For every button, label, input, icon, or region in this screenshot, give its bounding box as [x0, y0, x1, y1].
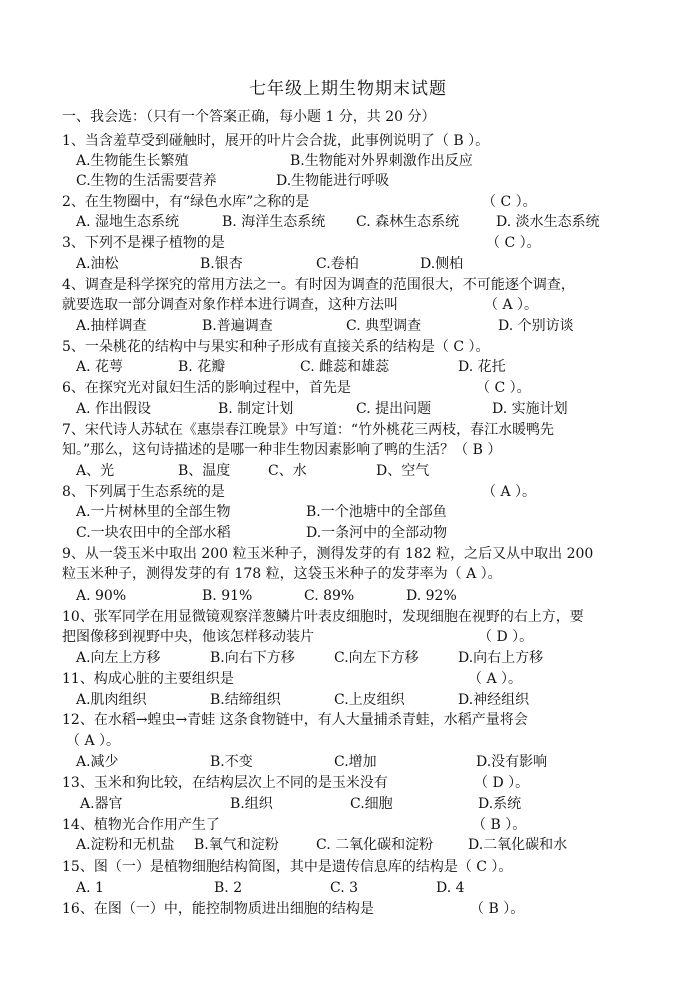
- question-11-option-d: D.神经组织: [458, 692, 530, 708]
- question-1-stem: 1、当含羞草受到碰触时，展开的叶片会合拢，此事例说明了（ B ）。: [62, 133, 490, 149]
- question-9-stem: 9、从一袋玉米中取出 200 粒玉米种子，测得发芽的有 182 粒，之后又从中取出 200: [62, 546, 594, 562]
- question-4-option-d: D. 个别访谈: [498, 318, 574, 334]
- question-12-option-b: B.不变: [210, 754, 253, 770]
- question-6-option-a: A. 作出假设: [76, 401, 152, 417]
- question-12-option-a: A.减少: [76, 754, 119, 770]
- question-12-option-c: C.增加: [334, 754, 377, 770]
- question-11-option-c: C.上皮组织: [334, 692, 405, 708]
- question-15-option-c: C. 3: [330, 880, 359, 896]
- question-7-stem-line-2: 知。”那么，这句诗描述的是哪一种非生物因素影响了鸭的生活？（ B ）: [62, 442, 502, 458]
- question-14-option-d: D.二氧化碳和水: [468, 837, 568, 853]
- question-8-stem: 8、下列属于生态系统的是: [62, 484, 225, 500]
- question-14-option-a: A.淀粉和无机盐: [76, 837, 175, 853]
- question-1-option-c: C.生物的生活需要营养: [76, 173, 217, 189]
- question-16-stem: 16、在图（一）中，能控制物质进出细胞的结构是: [62, 901, 374, 917]
- question-7-option-a: A、光: [76, 463, 115, 479]
- question-13-option-a: A.器官: [80, 796, 123, 812]
- question-13-option-c: C.细胞: [350, 796, 393, 812]
- exam-title: 七年级上期生物期末试题: [249, 79, 447, 99]
- question-15-option-b: B. 2: [214, 880, 243, 896]
- question-13-answer: （ D ）。: [474, 775, 530, 791]
- question-6-option-d: D. 实施计划: [492, 401, 568, 417]
- question-11-option-a: A.肌肉组织: [76, 692, 147, 708]
- question-2-stem: 2、在生物圈中，有“绿色水库”之称的是: [62, 194, 310, 210]
- question-4-answer: （ A ）。: [484, 297, 539, 313]
- question-1-option-a: A.生物能生长繁殖: [76, 153, 189, 169]
- question-6-option-b: B. 制定计划: [218, 401, 294, 417]
- question-2-answer: （ C ）。: [482, 194, 537, 210]
- question-2-option-c: C. 森林生态系统: [356, 214, 460, 230]
- question-10-option-c: C.向左下方移: [334, 650, 419, 666]
- question-13-option-d: D.系统: [478, 796, 522, 812]
- question-11-stem: 11、构成心脏的主要组织是: [62, 671, 234, 687]
- question-4-option-a: A.抽样调查: [76, 318, 147, 334]
- question-8-option-b: B.一个池塘中的全部鱼: [306, 504, 447, 520]
- question-1-option-d: D.生物能进行呼吸: [276, 173, 390, 189]
- question-13-stem: 13、玉米和狗比较，在结构层次上不同的是玉米没有: [62, 775, 388, 791]
- question-5-option-c: C. 雌蕊和雄蕊: [300, 359, 390, 375]
- question-9-option-d: D. 92%: [406, 588, 457, 604]
- question-6-option-c: C. 提出问题: [356, 401, 432, 417]
- question-9-stem-line-2: 粒玉米种子，测得发芽的有 178 粒，这袋玉米种子的发芽率为（ A ）。: [62, 566, 502, 582]
- question-15-stem: 15、图（一）是植物细胞结构简图，其中是遗传信息库的结构是（ C ）。: [62, 859, 513, 875]
- question-4-option-b: B.普遍调查: [202, 318, 273, 334]
- question-7-option-b: B、温度: [178, 463, 231, 479]
- question-10-option-d: D.向右上方移: [458, 650, 544, 666]
- section-heading: 一、我会选：（只有一个答案正确，每小题 1 分，共 20 分）: [62, 109, 436, 125]
- question-4-stem-line-2: 就要选取一部分调查对象作样本进行调查，这种方法叫: [62, 297, 398, 313]
- question-10-stem-line-2: 把图像移到视野中央，他该怎样移动装片: [62, 629, 314, 645]
- question-14-stem: 14、植物光合作用产生了: [62, 817, 220, 833]
- question-8-option-c: C.一块农田中的全部水稻: [76, 525, 231, 541]
- question-4-stem: 4、调查是科学探究的常用方法之一。有时因为调查的范围很大，不可能逐个调查，: [62, 277, 575, 293]
- question-6-stem: 6、在探究光对鼠妇生活的影响过程中，首先是: [62, 380, 351, 396]
- question-16-answer: （ B ）。: [470, 901, 525, 917]
- question-9-option-a: A. 90%: [76, 588, 127, 604]
- question-5-stem: 5、一朵桃花的结构中与果实和种子形成有直接关系的结构是（ C ）。: [62, 339, 490, 355]
- question-8-option-a: A.一片树林里的全部生物: [76, 504, 231, 520]
- question-8-answer: （ A ）。: [482, 484, 537, 500]
- question-10-option-a: A.向左上方移: [76, 650, 161, 666]
- question-10-stem: 10、张军同学在用显微镜观察洋葱鳞片叶表皮细胞时，发现细胞在视野的右上方，要: [62, 609, 584, 625]
- question-12-answer: （ A ）。: [66, 733, 121, 749]
- question-5-option-d: D. 花托: [458, 359, 506, 375]
- question-11-option-b: B.结缔组织: [210, 692, 281, 708]
- question-7-option-c: C、水: [268, 463, 307, 479]
- question-15-option-d: D. 4: [436, 880, 465, 896]
- question-3-option-c: C.卷柏: [316, 256, 359, 272]
- question-7-stem: 7、宋代诗人苏轼在《惠崇春江晚景》中写道：“竹外桃花三两枝，春江水暖鸭先: [62, 422, 555, 438]
- question-2-option-b: B. 海洋生态系统: [222, 214, 326, 230]
- question-3-option-d: D.侧柏: [420, 256, 464, 272]
- question-15-option-a: A. 1: [76, 880, 104, 896]
- question-14-answer: （ B ）。: [472, 817, 527, 833]
- question-7-option-d: D、空气: [376, 463, 430, 479]
- question-6-answer: （ C ）。: [476, 380, 531, 396]
- question-12-stem: 12、在水稻→蝗虫→青蛙 这条食物链中，有人大量捕杀青蛙，水稻产量将会: [62, 712, 528, 728]
- question-8-option-d: D.一条河中的全部动物: [306, 525, 448, 541]
- question-9-option-c: C. 89%: [304, 588, 355, 604]
- question-3-option-b: B.银杏: [200, 256, 243, 272]
- question-4-option-c: C. 典型调查: [346, 318, 422, 334]
- question-11-answer: （ A ）。: [468, 671, 523, 687]
- question-14-option-c: C. 二氧化碳和淀粉: [316, 837, 434, 853]
- question-3-answer: （ C ）。: [486, 235, 541, 251]
- question-13-option-b: B.组织: [230, 796, 273, 812]
- question-12-option-d: D.没有影响: [476, 754, 548, 770]
- question-2-option-a: A. 湿地生态系统: [76, 214, 180, 230]
- question-14-option-b: B.氧气和淀粉: [194, 837, 279, 853]
- question-5-option-a: A. 花萼: [76, 359, 124, 375]
- question-2-option-d: D. 淡水生态系统: [496, 214, 600, 230]
- question-3-option-a: A.油松: [76, 256, 119, 272]
- question-1-option-b: B.生物能对外界刺激作出反应: [290, 153, 473, 169]
- question-10-answer: （ D ）。: [478, 629, 534, 645]
- question-10-option-b: B.向右下方移: [210, 650, 295, 666]
- question-5-option-b: B. 花瓣: [178, 359, 226, 375]
- question-9-option-b: B. 91%: [202, 588, 253, 604]
- question-3-stem: 3、下列不是裸子植物的是: [62, 235, 225, 251]
